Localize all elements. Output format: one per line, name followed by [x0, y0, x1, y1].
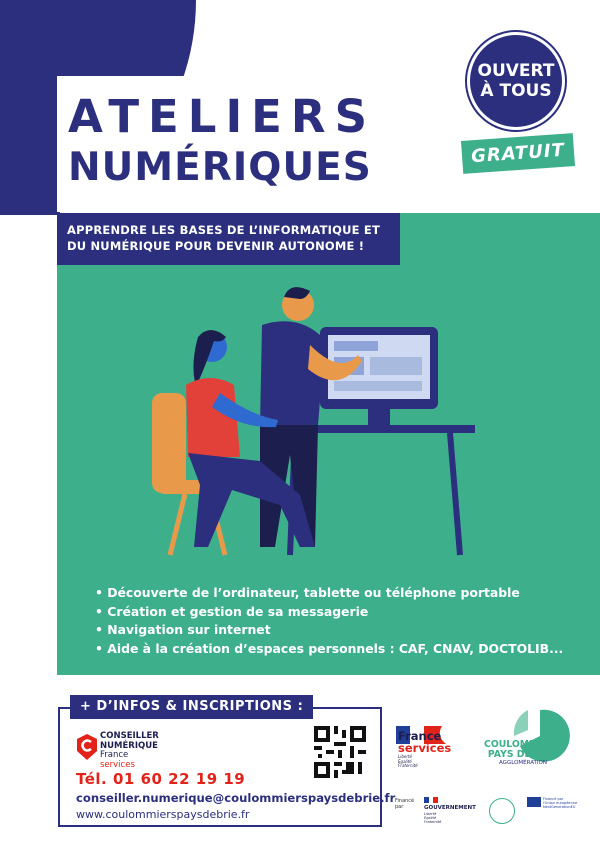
fs-line-1: France [398, 729, 442, 743]
fs-motto-2: Égalité [398, 758, 412, 764]
conseiller-numerique-label [100, 732, 159, 770]
cpb-line-1: COULOMMIERS [484, 739, 562, 750]
screen-block-3 [370, 357, 422, 375]
chair-back [152, 393, 186, 493]
cn-line-4: services [100, 759, 135, 770]
eu-funding-label [543, 797, 593, 809]
subtitle-line-2: DU NUMÉRIQUE POUR DEVENIR AUTONOME ! [67, 239, 365, 253]
coulommiers-label [466, 740, 580, 760]
fin-line-2: par [395, 804, 404, 810]
gov-motto-3: Fraternité [424, 820, 442, 824]
workshop-topics-list [95, 584, 585, 658]
subtitle-line-1: APPRENDRE LES BASES DE L’INFORMATIQUE ET [67, 223, 381, 237]
fs-motto [398, 755, 418, 769]
email-link[interactable]: conseiller.numerique@coulommierspaysdebrie.fr [76, 791, 396, 805]
phone-number[interactable]: Tél. 01 60 22 19 19 [76, 770, 246, 788]
screen-block [334, 341, 378, 351]
desk-leg-2 [450, 433, 460, 555]
list-item: • Aide à la création d’espaces personnels : CAF, CNAV, DOCTOLIB... [95, 640, 585, 659]
open-to-all-badge [467, 32, 565, 130]
fs-line-2: services [398, 741, 452, 755]
free-label: GRATUIT [461, 133, 575, 174]
list-item: • Découverte de l’ordinateur, tablette ou téléphone portable [95, 584, 585, 603]
computer-workshop-illustration [150, 285, 490, 570]
screen-block-4 [334, 381, 422, 391]
cn-line-1: CONSEILLER [100, 731, 159, 741]
eu-line-3: NextGenerationEU [543, 805, 576, 809]
website-link[interactable]: www.coulommierspaysdebrie.fr [76, 808, 250, 821]
eu-flag-icon [527, 797, 541, 807]
france-services-label [398, 730, 451, 754]
fs-motto-3: Fraternité [398, 763, 418, 768]
funded-by-label [395, 798, 414, 810]
contact-header: + D’INFOS & INSCRIPTIONS : [70, 695, 313, 719]
government-label: GOUVERNEMENT [424, 805, 476, 811]
subtitle-box [57, 213, 400, 265]
list-item: • Navigation sur internet [95, 621, 585, 640]
badge-line-2: À TOUS [480, 81, 552, 101]
eu-line-1: Financé par [543, 797, 564, 801]
eu-line-2: l'Union européenne [543, 801, 578, 805]
gov-motto-2: Égalité [424, 816, 437, 820]
conseiller-numerique-logo-icon [76, 733, 98, 761]
title-line-2: NUMÉRIQUES [68, 145, 372, 190]
fin-line-1: Financé [395, 798, 415, 804]
list-item: • Création et gestion de sa messagerie [95, 603, 585, 622]
qr-code[interactable] [314, 726, 366, 778]
cn-line-3: France [100, 750, 129, 760]
title-line-1: ATELIERS [68, 90, 376, 143]
monitor-stand [368, 409, 390, 425]
coulommiers-sub-label: AGGLOMÉRATION [499, 760, 547, 766]
chair-leg [170, 494, 185, 555]
badge-line-1: OUVERT [477, 61, 555, 81]
cn-line-2: NUMÉRIQUE [100, 740, 158, 751]
fs-motto-1: Liberté [398, 754, 413, 759]
cpb-line-2: PAYS DE BRIE [487, 749, 559, 760]
france-relance-logo-icon [489, 798, 515, 824]
gov-motto [424, 812, 441, 824]
gov-motto-1: Liberté [424, 812, 437, 816]
navy-shape-left [0, 0, 60, 215]
government-flag-icon [424, 797, 438, 803]
